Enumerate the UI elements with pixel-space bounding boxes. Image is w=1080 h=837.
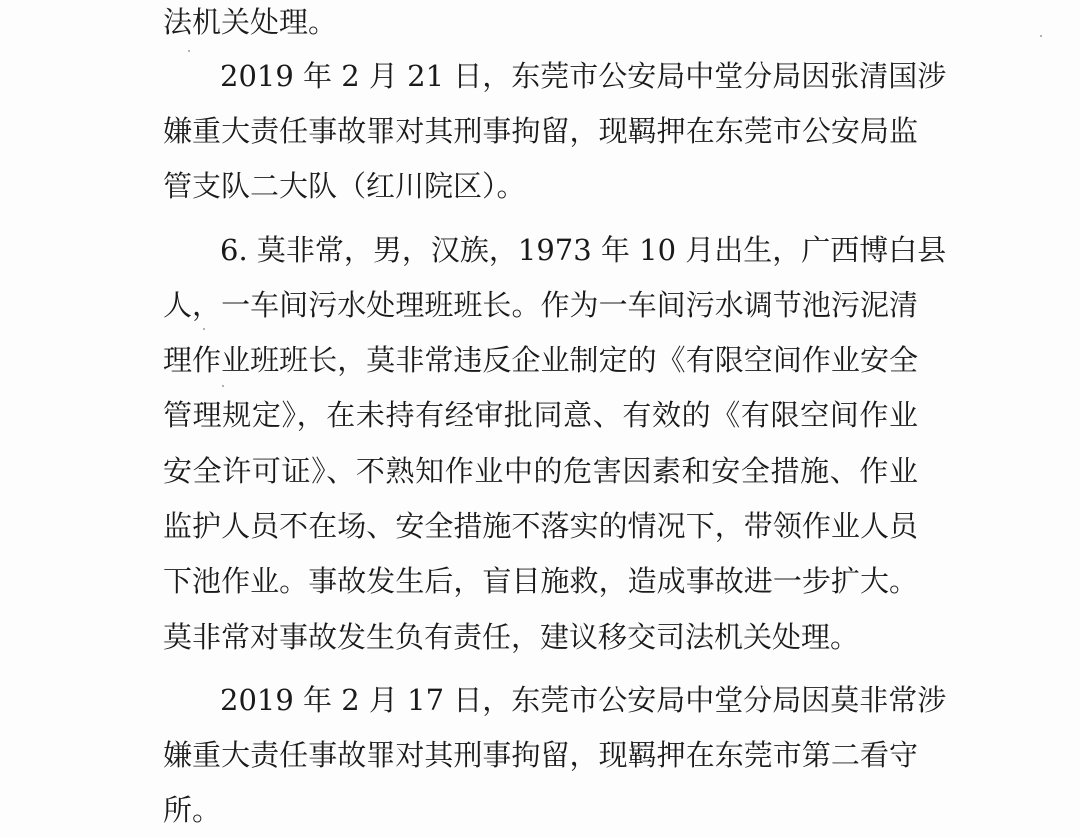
paragraph-line-continuation: 法机关处理。	[163, 5, 338, 39]
paragraph-item-6-line-1: 6. 莫非常，男，汉族，1973 年 10 月出生，广西博白县	[220, 233, 947, 267]
paragraph-detention-zhang-line-1: 2019 年 2 月 21 日，东莞市公安局中堂分局因张清国涉	[220, 59, 947, 93]
paragraph-detention-mo-line-1: 2019 年 2 月 17 日，东莞市公安局中堂分局因莫非常涉	[220, 683, 947, 717]
paragraph-item-6-line-6: 监护人员不在场、安全措施不落实的情况下，带领作业人员	[163, 509, 918, 543]
scan-speck	[222, 385, 224, 387]
paragraph-item-6-line-8: 莫非常对事故发生负有责任，建议移交司法机关处理。	[163, 620, 860, 654]
paragraph-item-6-line-7: 下池作业。事故发生后，盲目施救，造成事故进一步扩大。	[163, 564, 918, 598]
paragraph-item-6-line-2: 人，一车间污水处理班班长。作为一车间污水调节池污泥清	[163, 288, 918, 322]
scan-speck	[188, 50, 190, 52]
paragraph-detention-zhang-line-3: 管支队二大队（红川院区）。	[163, 169, 526, 203]
paragraph-detention-zhang-line-2: 嫌重大责任事故罪对其刑事拘留，现羁押在东莞市公安局监	[163, 114, 918, 148]
paragraph-item-6-line-5: 安全许可证》、不熟知作业中的危害因素和安全措施、作业	[163, 454, 918, 488]
paragraph-detention-mo-line-3: 所。	[163, 793, 222, 827]
scan-speck	[203, 328, 205, 330]
scan-speck	[1040, 35, 1042, 37]
paragraph-item-6-line-4: 管理规定》，在未持有经审批同意、有效的《有限空间作业	[163, 398, 918, 432]
paragraph-item-6-line-3: 理作业班班长，莫非常违反企业制定的《有限空间作业安全	[163, 343, 918, 377]
paragraph-detention-mo-line-2: 嫌重大责任事故罪对其刑事拘留，现羁押在东莞市第二看守	[163, 738, 918, 772]
